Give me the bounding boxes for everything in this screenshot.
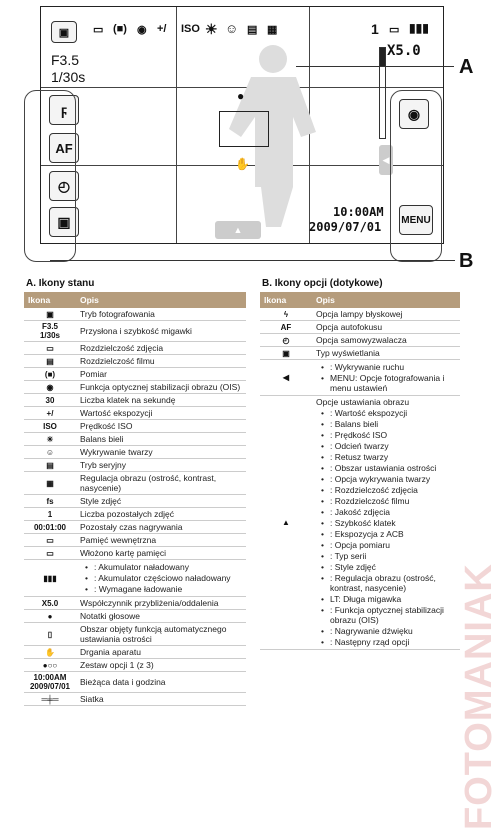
table-row: [24, 342, 246, 355]
shake-icon: ✋: [235, 157, 250, 171]
ev-icon: +/: [24, 407, 76, 420]
face-detection-icon: ☺: [24, 446, 76, 459]
table-row: [24, 547, 246, 560]
bullet-item: • : Akumulator częściowo naładowany: [94, 573, 242, 583]
table-row: [24, 433, 246, 446]
bracket-left: [24, 90, 76, 262]
callout-line-b: [50, 260, 455, 261]
menu-button[interactable]: MENU: [399, 205, 433, 235]
ois-icon: ◉: [24, 381, 76, 394]
section-a-title: A. Ikony stanu: [26, 278, 95, 289]
bullet-item: • : Szybkość klatek: [330, 518, 456, 528]
row-description: [76, 534, 246, 547]
row-text: Notatki głosowe: [80, 611, 141, 621]
row-description: [76, 472, 246, 495]
metering-icon: (■): [113, 23, 127, 35]
row-description: [76, 560, 246, 597]
row-description: [76, 672, 246, 693]
up-arrow-tab[interactable]: ▲: [215, 221, 261, 239]
bullet-item: • : Retusz twarzy: [330, 452, 456, 462]
date-time-text: 10:00AM 2009/07/01: [24, 672, 76, 693]
row-description: [76, 355, 246, 368]
bullet-item: • : Następny rząd opcji: [330, 637, 456, 647]
bullet-item: • : Jakość zdjęcia: [330, 507, 456, 517]
row-text: Opcja autofokusu: [316, 322, 383, 332]
bullet-item: • : Wykrywanie ruchu: [330, 362, 456, 372]
table-row: [24, 472, 246, 495]
battery-icon: ▮▮▮: [24, 560, 76, 597]
zoom-bar: [379, 47, 386, 139]
table-row: [24, 321, 246, 342]
image-adjust-icon: ▦: [267, 24, 278, 36]
bullet-item: • : Regulacja obrazu (ostrość, kontrast, nasycenie): [330, 573, 456, 593]
row-text: Współczynnik przybliżenia/oddalenia: [80, 598, 219, 608]
af-icon: AF: [260, 321, 312, 334]
callout-a: A: [459, 56, 474, 78]
row-description: [312, 360, 460, 396]
bullet-item: • : Wymagane ładowanie: [94, 584, 242, 594]
iso-icon: ISO: [181, 23, 200, 35]
burst-icon: ▤: [24, 459, 76, 472]
row-text: Pozostały czas nagrywania: [80, 522, 183, 532]
face-detection-icon: ☺: [225, 21, 239, 36]
watermark: FOTOMANIAK: [458, 563, 500, 830]
row-text: Włożono kartę pamięci: [80, 548, 166, 558]
row-text: Style zdjęć: [80, 496, 122, 506]
row-description: [76, 342, 246, 355]
table-row: [24, 623, 246, 646]
af-frame: [219, 111, 269, 147]
voice-memo-icon: ●: [237, 89, 245, 103]
row-description: [76, 659, 246, 672]
bullet-item: • : Balans bieli: [330, 419, 456, 429]
bullet-item: • : Opcja pomiaru: [330, 540, 456, 550]
status-icons-table: [24, 292, 246, 706]
row-description: [76, 521, 246, 534]
ois-icon: ◉: [137, 24, 147, 36]
table-row: [24, 407, 246, 420]
zoom-ratio: X5.0: [387, 43, 421, 59]
table-row: [260, 360, 460, 396]
bullet-item: • LT: Długa migawka: [330, 594, 456, 604]
bullet-item: • : Ekspozycja z ACB: [330, 529, 456, 539]
col-desc-header: Opis: [312, 292, 460, 308]
memory-card-icon: ▭: [24, 547, 76, 560]
af-frame-icon: ▯: [24, 623, 76, 646]
up-arrow-icon: ▲: [260, 396, 312, 650]
row-description: [76, 508, 246, 521]
aperture-value: F3.5: [51, 52, 80, 68]
shutter-value: 1/30s: [51, 69, 86, 85]
row-description: [76, 446, 246, 459]
bullet-item: • : Nagrywanie dźwięku: [330, 626, 456, 636]
row-text: Opcja samowyzwalacza: [316, 335, 407, 345]
callout-line-a: [296, 66, 454, 67]
col-icon-header: Ikona: [24, 292, 76, 308]
row-description: [76, 368, 246, 381]
row-text: Rozdzielczość filmu: [80, 356, 155, 366]
row-text: Przysłona i szybkość migawki: [80, 326, 192, 336]
table-row: [24, 693, 246, 706]
row-text: Pamięć wewnętrzna: [80, 535, 157, 545]
internal-memory-icon: ▭: [389, 24, 400, 36]
table-row: [24, 368, 246, 381]
table-row: [24, 521, 246, 534]
timer-button[interactable]: ◴: [49, 171, 79, 201]
section-b-title: B. Ikony opcji (dotykowe): [262, 278, 383, 289]
bullet-item: • : Typ serii: [330, 551, 456, 561]
display-type-icon: ▣: [260, 347, 312, 360]
row-description: [76, 407, 246, 420]
table-row: [24, 459, 246, 472]
table-row: [24, 646, 246, 659]
col-desc-header: Opis: [76, 292, 246, 308]
row-text: Liczba klatek na sekundę: [80, 395, 176, 405]
table-row: [24, 308, 246, 321]
row-text: Balans bieli: [80, 434, 124, 444]
remaining-shots-text: 1: [24, 508, 76, 521]
table-row: [24, 394, 246, 407]
image-adjust-icon: ▦: [24, 472, 76, 495]
table-row: [24, 381, 246, 394]
white-balance-icon: ☀: [205, 21, 218, 37]
row-text: Prędkość ISO: [80, 421, 133, 431]
row-description: [76, 646, 246, 659]
movie-size-icon: ▤: [24, 355, 76, 368]
row-description: [76, 459, 246, 472]
row-text: Funkcja optycznej stabilizacji obrazu (OIS): [80, 382, 241, 392]
row-description: [76, 547, 246, 560]
photo-size-icon: ▭: [93, 24, 104, 36]
remaining-time-text: 00:01:00: [24, 521, 76, 534]
table-row: [24, 495, 246, 508]
shots-remaining: 1: [371, 21, 379, 37]
left-arrow-icon: ◀: [260, 360, 312, 396]
row-description: [76, 495, 246, 508]
bullet-item: • MENU: Opcje fotografowania i menu ustawień: [330, 373, 456, 393]
row-text: Tryb seryjny: [80, 460, 126, 470]
row-description: [312, 347, 460, 360]
voice-memo-icon: ●: [24, 610, 76, 623]
row-description: [76, 610, 246, 623]
time-display: 10:00AM: [333, 205, 384, 219]
aperture-shutter-text: F3.5 1/30s: [24, 321, 76, 342]
bracket-right: [390, 90, 442, 262]
row-text: Liczba pozostałych zdjęć: [80, 509, 175, 519]
table-row: [24, 420, 246, 433]
row-text: Typ wyświetlania: [316, 348, 380, 358]
zoom-ratio-icon: X5.0: [24, 597, 76, 610]
row-text: Wartość ekspozycji: [80, 408, 153, 418]
bullet-item: • : Wartość ekspozycji: [330, 408, 456, 418]
camera-mode-icon: ▣: [51, 21, 77, 43]
bullet-item: • : Obszar ustawiania ostrości: [330, 463, 456, 473]
row-text: Tryb fotografowania: [80, 309, 155, 319]
table-row: [24, 597, 246, 610]
row-text: Zestaw opcji 1 (z 3): [80, 660, 154, 670]
ev-icon: +/: [157, 23, 167, 35]
metering-icon: (■): [24, 368, 76, 381]
camera-screen: [40, 6, 444, 244]
row-description: [76, 381, 246, 394]
white-balance-icon: ☀: [24, 433, 76, 446]
row-description: [312, 396, 460, 650]
row-description: [76, 693, 246, 706]
row-text: Opcje ustawiania obrazu: [316, 397, 410, 407]
row-description: [76, 597, 246, 610]
row-description: [76, 321, 246, 342]
internal-memory-icon: ▭: [24, 534, 76, 547]
battery-icon: ▮▮▮: [409, 21, 429, 35]
timer-icon: ◴: [260, 334, 312, 347]
shake-icon: ✋: [24, 646, 76, 659]
row-text: Wykrywanie twarzy: [80, 447, 153, 457]
iso-icon: ISO: [24, 420, 76, 433]
row-text: Obszar objęty funkcją automatycznego ustawiania ostrości: [80, 624, 227, 644]
table-row: [24, 508, 246, 521]
table-row: [24, 672, 246, 693]
option-icons-table: [260, 292, 460, 650]
row-text: Opcja lampy błyskowej: [316, 309, 403, 319]
table-row: [24, 560, 246, 597]
bullet-item: • : Opcja wykrywania twarzy: [330, 474, 456, 484]
row-description: [76, 433, 246, 446]
bullet-item: • : Funkcja optycznej stabilizacji obrazu (OIS): [330, 605, 456, 625]
row-description: [76, 394, 246, 407]
date-display: 2009/07/01: [309, 220, 382, 234]
photo-size-icon: ▭: [24, 342, 76, 355]
col-icon-header: Ikona: [260, 292, 312, 308]
bullet-item: • : Akumulator naładowany: [94, 562, 242, 572]
row-description: [76, 308, 246, 321]
table-row: [24, 446, 246, 459]
bullet-item: • : Prędkość ISO: [330, 430, 456, 440]
table-row: [24, 659, 246, 672]
motion-detect-button[interactable]: ◉: [399, 99, 429, 129]
bullet-item: • : Rozdzielczość zdjęcia: [330, 485, 456, 495]
row-description: [312, 334, 460, 347]
grid-icon: ═╪═: [24, 693, 76, 706]
flash-button[interactable]: ϝ: [49, 95, 79, 125]
table-row: [24, 534, 246, 547]
row-description: [76, 420, 246, 433]
camera-icon: ▣: [24, 308, 76, 321]
burst-icon: ▤: [247, 24, 258, 36]
af-button[interactable]: AF: [49, 133, 79, 163]
display-type-button[interactable]: ▣: [49, 207, 79, 237]
fps-icon: 30: [24, 394, 76, 407]
bullet-item: • : Style zdjęć: [330, 562, 456, 572]
row-text: Pomiar: [80, 369, 107, 379]
left-arrow-tab[interactable]: ◀: [379, 145, 393, 175]
photo-style-icon: fs: [24, 495, 76, 508]
row-description: [312, 321, 460, 334]
callout-b: B: [459, 250, 474, 272]
grid-line: [176, 7, 177, 243]
flash-icon: ϟ: [260, 308, 312, 321]
table-row: [260, 308, 460, 321]
table-row: [24, 610, 246, 623]
option-set-icon: ●○○: [24, 659, 76, 672]
table-row: [260, 347, 460, 360]
row-description: [76, 623, 246, 646]
row-text: Siatka: [80, 694, 104, 704]
table-row: [260, 321, 460, 334]
row-description: [312, 308, 460, 321]
table-row: [260, 334, 460, 347]
row-text: Rozdzielczość zdjęcia: [80, 343, 164, 353]
bullet-item: • : Odcień twarzy: [330, 441, 456, 451]
bullet-item: • : Rozdzielczość filmu: [330, 496, 456, 506]
table-row: [24, 355, 246, 368]
row-text: Bieżąca data i godzina: [80, 677, 166, 687]
table-row: [260, 396, 460, 650]
row-text: Regulacja obrazu (ostrość, kontrast, nasycenie): [80, 473, 217, 493]
row-text: Drgania aparatu: [80, 647, 141, 657]
